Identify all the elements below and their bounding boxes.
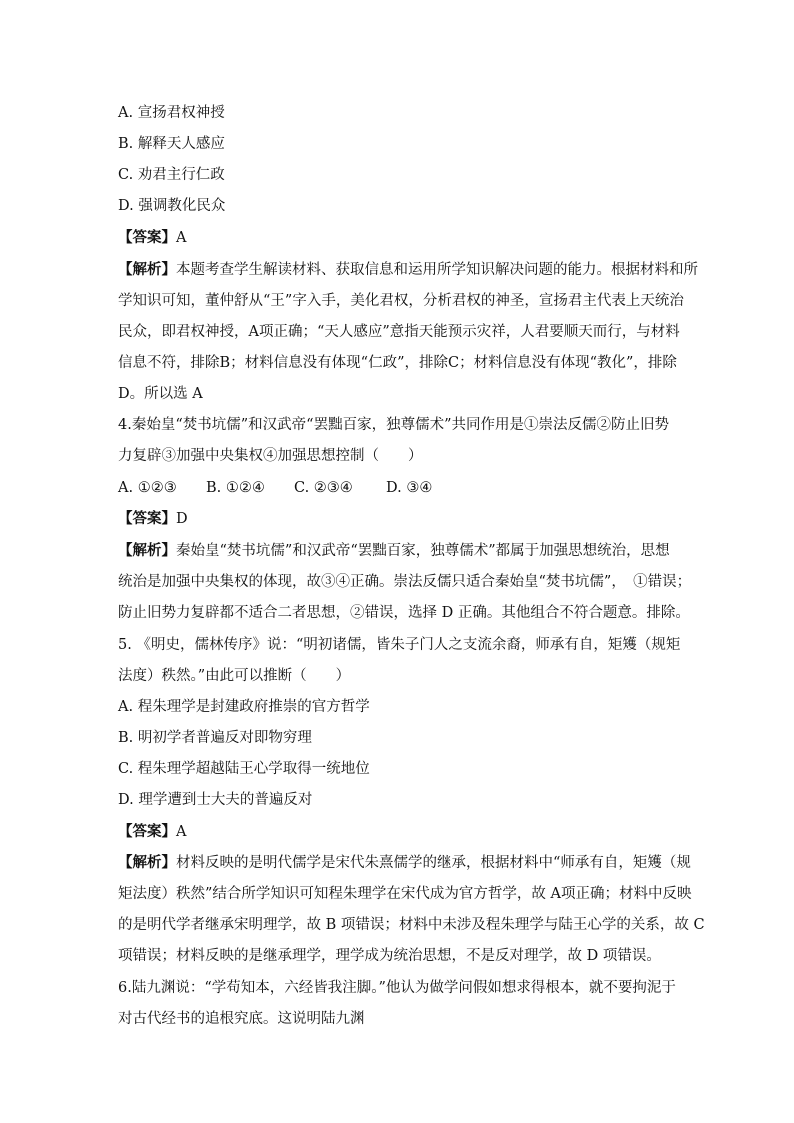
analysis-tag: 【解析】	[118, 542, 176, 559]
answer-tag: 【答案】	[118, 229, 176, 246]
answer-value: A	[176, 824, 187, 840]
q5-stem-line-1: 5. 《明史，儒林传序》说：“明初诸儒，皆朱子门人之支流余裔，师承有自，矩矱（规矩	[118, 637, 681, 653]
q3-analysis-line-4: 信息不符，排除B；材料信息没有体现“仁政”，排除C；材料信息没有体现“教化”，排除	[118, 355, 677, 371]
answer-value: A	[176, 230, 187, 246]
q5-option-b: B. 明初学者普遍反对即物穷理	[118, 730, 312, 746]
q5-analysis-line-4: 项错误；材料反映的是继承理学，理学成为统治思想，不是反对理学，故 D 项错误。	[118, 948, 661, 964]
q3-analysis-line-2: 学知识可知，董仲舒从“王”字入手，美化君权，分析君权的神圣，宣扬君主代表上天统治	[118, 293, 684, 309]
q4-option-b: B. ①②④	[206, 480, 265, 496]
q3-analysis-line-5: D。所以选 A	[118, 386, 203, 402]
q3-option-d: D. 强调教化民众	[118, 198, 226, 214]
q3-option-a: A. 宣扬君权神授	[118, 105, 225, 121]
q4-analysis-line-1	[118, 541, 678, 561]
q5-option-c: C. 程朱理学超越陆王心学取得一统地位	[118, 761, 370, 777]
q4-option-c: C. ②③④	[294, 480, 353, 496]
q4-option-a: A. ①②③	[118, 480, 177, 496]
q4-analysis-line-3: 防止旧势力复辟都不适合二者思想，②错误，选择 D 正确。其他组合不符合题意。排除。	[118, 605, 690, 621]
q3-option-c: C. 劝君主行仁政	[118, 167, 225, 183]
q4-analysis-line-2: 统治是加强中央集权的体现，故③④正确。崇法反儒只适合秦始皇“焚书坑儒”， ①错误；	[118, 574, 692, 590]
answer-tag: 【答案】	[118, 823, 176, 840]
q4-stem-line-1: 4.秦始皇“焚书坑儒”和汉武帝“罢黜百家，独尊儒术”共同作用是①崇法反儒②防止旧势	[118, 417, 669, 433]
answer-value: D	[176, 511, 188, 527]
q5-stem-line-2: 法度）秩然。”由此可以推断（ ）	[118, 668, 351, 684]
q4-options	[118, 478, 678, 498]
q5-answer	[118, 822, 678, 842]
q6-stem-line-2: 对古代经书的追根究底。这说明陆九渊	[118, 1011, 365, 1027]
q5-option-a: A. 程朱理学是封建政府推崇的官方哲学	[118, 699, 370, 715]
q4-option-d: D. ③④	[386, 480, 433, 496]
analysis-tag: 【解析】	[118, 261, 176, 278]
q5-analysis-line-3: 的是明代学者继承宋明理学，故 B 项错误；材料中未涉及程朱理学与陆王心学的关系，故 C	[118, 917, 705, 933]
q4-answer	[118, 509, 678, 529]
q5-analysis-line-2: 矩法度）秩然”结合所学知识可知程朱理学在宋代成为官方哲学，故 A项正确；材料中反映	[118, 886, 692, 902]
q5-option-d: D. 理学遭到士大夫的普遍反对	[118, 792, 313, 808]
q5-analysis-line-1	[118, 853, 691, 873]
q3-option-b: B. 解释天人感应	[118, 136, 225, 152]
q4-stem-line-2: 力复辟③加强中央集权④加强思想控制（ ）	[118, 448, 423, 464]
analysis-text: 本题考查学生解读材料、获取信息和运用所学知识解决问题的能力。根据材料和所	[176, 262, 698, 278]
q6-stem-line-1: 6.陆九渊说：“学苟知本，六经皆我注脚。”他认为做学问假如想求得根本，就不要拘泥于	[118, 980, 676, 996]
q3-analysis-line-1	[118, 260, 698, 280]
q3-analysis-line-3: 民众，即君权神授，A项正确；“天人感应”意指天能预示灾祥，人君要顺天而行，与材料	[118, 324, 680, 340]
analysis-text: 秦始皇“焚书坑儒”和汉武帝“罢黜百家，独尊儒术”都属于加强思想统治，思想	[176, 543, 670, 559]
analysis-text: 材料反映的是明代儒学是宋代朱熹儒学的继承，根据材料中“师承有自，矩矱（规	[176, 855, 691, 871]
answer-tag: 【答案】	[118, 510, 176, 527]
q3-answer	[118, 228, 678, 248]
analysis-tag: 【解析】	[118, 854, 176, 871]
